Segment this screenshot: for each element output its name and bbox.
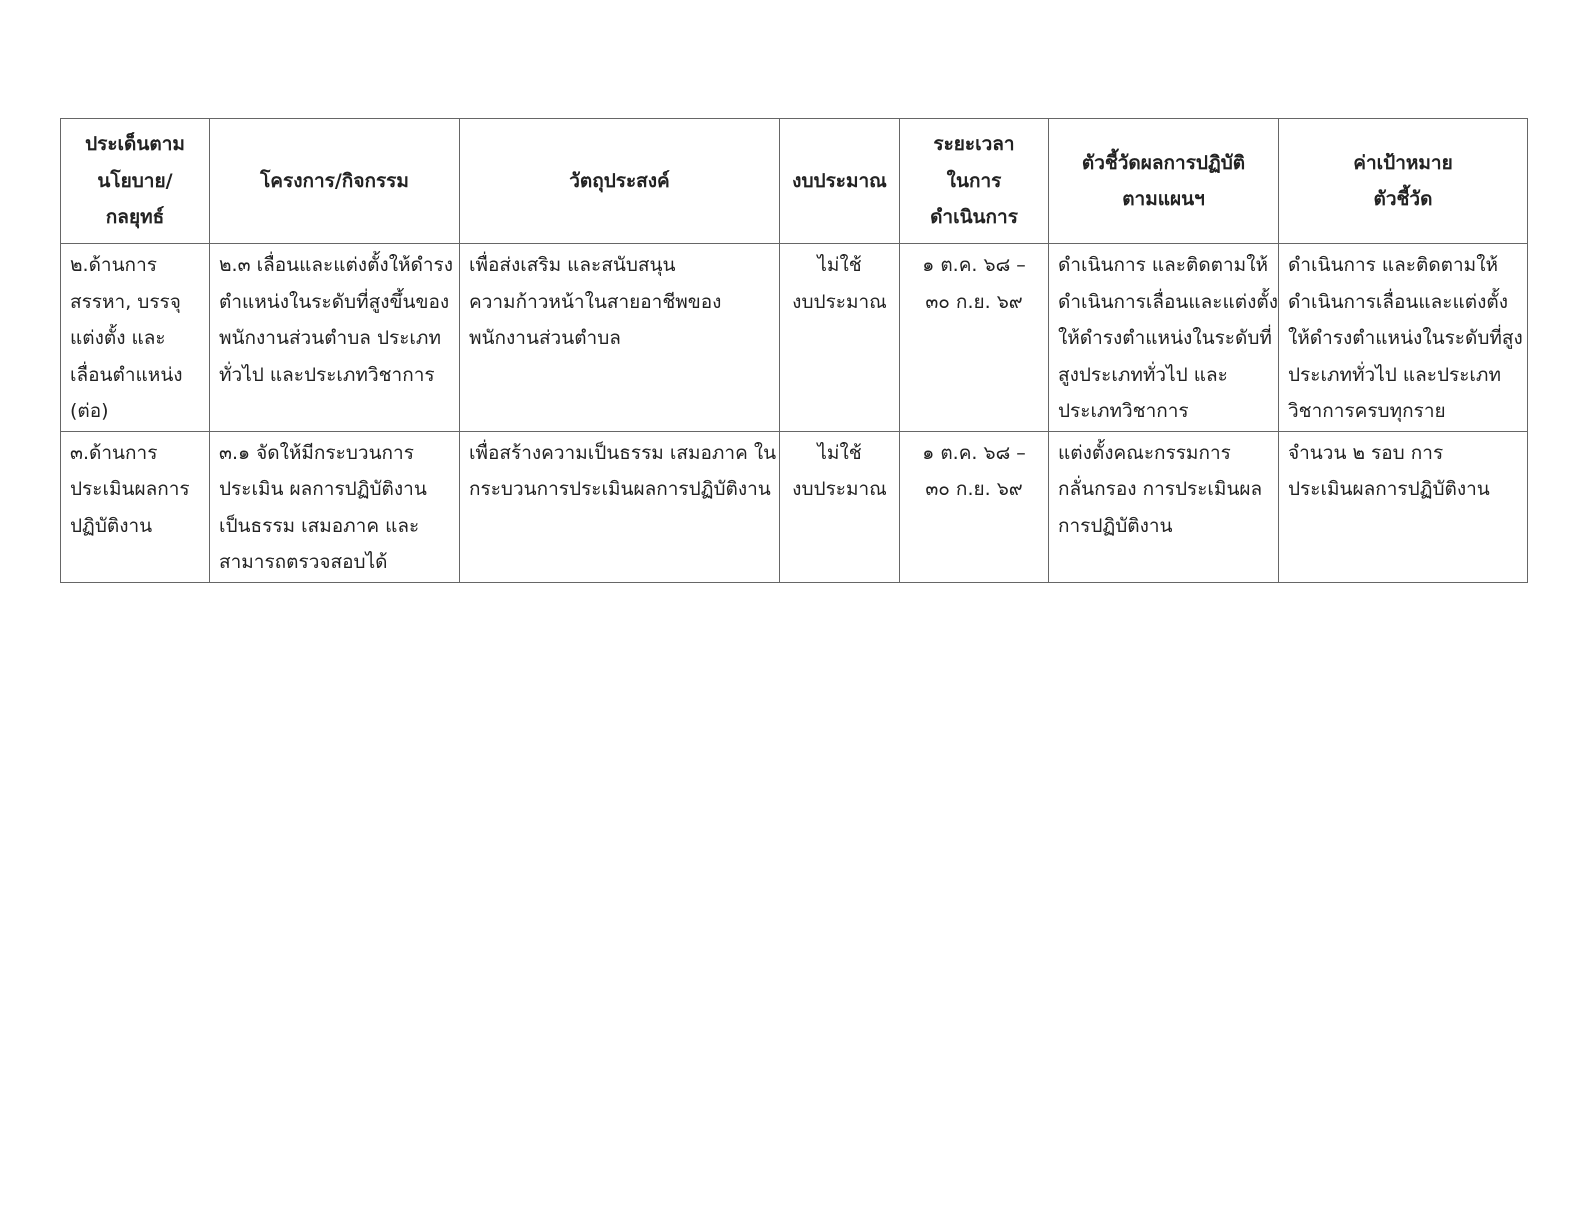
- cell-indicator: [1049, 244, 1279, 432]
- header-issue: [61, 119, 210, 244]
- cell-issue: [61, 244, 210, 432]
- cell-line: สรรหา, บรรจุ: [70, 290, 181, 313]
- cell-line: ๓๐ ก.ย. ๖๙: [925, 290, 1023, 313]
- cell-line: ปฏิบัติงาน: [70, 514, 153, 537]
- cell-budget: [780, 431, 900, 582]
- header-budget: [780, 119, 900, 244]
- cell-line: ทั่วไป และประเภทวิชาการ: [219, 363, 435, 386]
- cell-line: งบประมาณ: [792, 478, 887, 500]
- cell-line: ให้ดำรงตำแหน่งในระดับที่สูง: [1288, 327, 1523, 349]
- header-line: นโยบาย/: [97, 169, 173, 192]
- header-period: [900, 119, 1049, 244]
- header-line: ในการ: [946, 169, 1002, 192]
- cell-line: ประเภททั่วไป และประเภท: [1288, 363, 1501, 386]
- cell-target: [1279, 431, 1528, 582]
- cell-line: ๓.๑ จัดให้มีกระบวนการ: [219, 441, 414, 464]
- cell-line: ๒.ด้านการ: [70, 254, 157, 276]
- cell-line: แต่งตั้งคณะกรรมการ: [1058, 441, 1231, 464]
- cell-line: งบประมาณ: [792, 290, 887, 313]
- cell-line: เพื่อสร้างความเป็นธรรม เสมอภาค ใน: [469, 441, 777, 464]
- cell-objective: [460, 244, 780, 432]
- header-target: [1279, 119, 1528, 244]
- cell-period: [900, 244, 1049, 432]
- cell-line: ความก้าวหน้าในสายอาชีพของ: [469, 290, 722, 313]
- table-row: [61, 244, 1528, 432]
- header-line: ประเด็นตาม: [85, 133, 185, 156]
- cell-line: เพื่อส่งเสริม และสนับสนุน: [469, 254, 676, 276]
- cell-project: [210, 431, 460, 582]
- header-line: งบประมาณ: [792, 169, 887, 192]
- cell-line: จำนวน ๒ รอบ การ: [1288, 441, 1444, 464]
- cell-line: การปฏิบัติงาน: [1058, 514, 1173, 537]
- cell-period: [900, 431, 1049, 582]
- cell-line: ประเมินผลการ: [70, 478, 190, 500]
- cell-line: แต่งตั้ง และ: [70, 327, 166, 349]
- cell-line: ให้ดำรงตำแหน่งในระดับที่: [1058, 327, 1272, 349]
- cell-project: [210, 244, 460, 432]
- header-row: [61, 119, 1528, 244]
- cell-line: สามารถตรวจสอบได้: [219, 551, 388, 573]
- cell-line: ประเมินผลการปฏิบัติงาน: [1288, 478, 1490, 500]
- cell-line: ดำเนินการ และติดตามให้: [1058, 254, 1269, 276]
- cell-line: พนักงานส่วนตำบล ประเภท: [219, 327, 441, 349]
- cell-line: ๓๐ ก.ย. ๖๙: [925, 478, 1023, 500]
- header-line: ตามแผนฯ: [1122, 188, 1205, 210]
- plan-table: [60, 118, 1528, 583]
- cell-line: ดำเนินการเลื่อนและแต่งตั้ง: [1288, 290, 1508, 313]
- header-line: วัตถุประสงค์: [569, 169, 670, 192]
- table-row: [61, 431, 1528, 582]
- header-line: ค่าเป้าหมาย: [1353, 151, 1453, 174]
- cell-line: ๒.๓ เลื่อนและแต่งตั้งให้ดำรง: [219, 254, 453, 276]
- cell-line: ๓.ด้านการ: [70, 441, 158, 464]
- header-line: ดำเนินการ: [930, 206, 1018, 229]
- cell-line: กลั่นกรอง การประเมินผล: [1058, 478, 1263, 500]
- header-project: [210, 119, 460, 244]
- cell-line: ดำเนินการ และติดตามให้: [1288, 254, 1499, 276]
- cell-line: เลื่อนตำแหน่ง: [70, 363, 183, 386]
- cell-line: ไม่ใช้: [817, 441, 862, 464]
- cell-line: ไม่ใช้: [817, 254, 862, 276]
- cell-line: ประเภทวิชาการ: [1058, 400, 1189, 422]
- cell-line: เป็นธรรม เสมอภาค และ: [219, 514, 420, 537]
- cell-line: ๑ ต.ค. ๖๘ –: [922, 254, 1026, 276]
- cell-target: [1279, 244, 1528, 432]
- cell-line: ๑ ต.ค. ๖๘ –: [922, 441, 1026, 464]
- cell-line: กระบวนการประเมินผลการปฏิบัติงาน: [469, 478, 771, 500]
- cell-issue: [61, 431, 210, 582]
- header-line: โครงการ/กิจกรรม: [260, 169, 409, 192]
- cell-line: (ต่อ): [70, 400, 109, 422]
- header-line: ตัวชี้วัดผลการปฏิบัติ: [1081, 151, 1246, 174]
- header-indicator: [1049, 119, 1279, 244]
- cell-budget: [780, 244, 900, 432]
- header-objective: [460, 119, 780, 244]
- cell-line: วิชาการครบทุกราย: [1288, 400, 1446, 422]
- cell-line: สูงประเภททั่วไป และ: [1058, 363, 1228, 386]
- cell-line: ดำเนินการเลื่อนและแต่งตั้ง: [1058, 290, 1278, 313]
- cell-line: ประเมิน ผลการปฏิบัติงาน: [219, 478, 427, 500]
- header-line: กลยุทธ์: [105, 206, 165, 229]
- header-line: ตัวชี้วัด: [1373, 188, 1433, 210]
- cell-line: ตำแหน่งในระดับที่สูงขึ้นของ: [219, 290, 450, 313]
- cell-indicator: [1049, 431, 1279, 582]
- header-line: ระยะเวลา: [933, 133, 1015, 156]
- cell-objective: [460, 431, 780, 582]
- cell-line: พนักงานส่วนตำบล: [469, 327, 621, 349]
